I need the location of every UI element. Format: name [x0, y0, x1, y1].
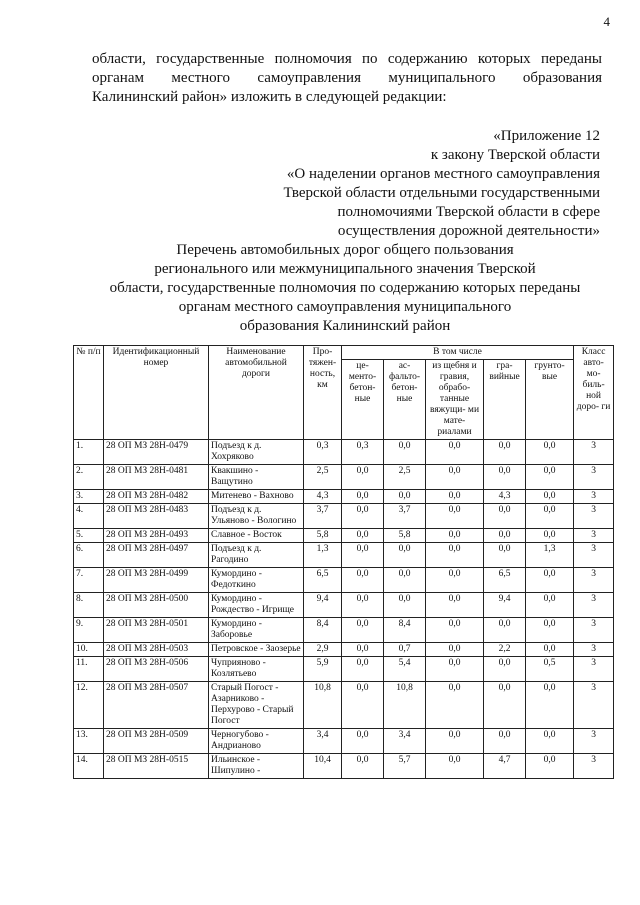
cell-gravel-treated: 0,0	[426, 440, 484, 465]
table-row	[74, 568, 614, 593]
cell-asphalt: 2,5	[384, 465, 426, 490]
header-gravel: гра- вийные	[484, 360, 526, 440]
cell-concrete: 0,0	[342, 529, 384, 543]
cell-concrete: 0,0	[342, 593, 384, 618]
table-row	[74, 543, 614, 568]
cell-gravel: 0,0	[484, 529, 526, 543]
cell-num: 14.	[74, 754, 104, 779]
cell-road-name: Кумордино - Федоткино	[209, 568, 304, 593]
page-number: 4	[603, 14, 610, 29]
cell-length: 3,4	[304, 729, 342, 754]
cell-class: 3	[574, 657, 614, 682]
cell-num: 9.	[74, 618, 104, 643]
cell-concrete: 0,0	[342, 754, 384, 779]
cell-length: 4,3	[304, 490, 342, 504]
cell-class: 3	[574, 465, 614, 490]
cell-concrete: 0,0	[342, 490, 384, 504]
table-row	[74, 682, 614, 729]
cell-num: 4.	[74, 504, 104, 529]
cell-ground: 0,0	[526, 754, 574, 779]
cell-road-name: Ильинское - Шипулино -	[209, 754, 304, 779]
cell-concrete: 0,0	[342, 568, 384, 593]
cell-gravel: 0,0	[484, 618, 526, 643]
cell-length: 8,4	[304, 618, 342, 643]
appendix-line-2: к закону Тверской области	[430, 147, 600, 163]
cell-class: 3	[574, 618, 614, 643]
header-including: В том числе	[342, 346, 574, 360]
cell-length: 5,9	[304, 657, 342, 682]
document-title	[90, 241, 600, 336]
cell-gravel: 0,0	[484, 504, 526, 529]
cell-ground: 0,0	[526, 618, 574, 643]
appendix-line-4: Тверской области отдельными государственными	[283, 185, 600, 201]
cell-ground: 0,0	[526, 682, 574, 729]
cell-id: 28 ОП МЗ 28Н-0481	[104, 465, 209, 490]
cell-gravel-treated: 0,0	[426, 618, 484, 643]
cell-length: 2,5	[304, 465, 342, 490]
header-asphalt: ас- фальто- бетон- ные	[384, 360, 426, 440]
cell-num: 5.	[74, 529, 104, 543]
cell-gravel-treated: 0,0	[426, 682, 484, 729]
cell-gravel: 2,2	[484, 643, 526, 657]
cell-ground: 0,0	[526, 643, 574, 657]
cell-gravel-treated: 0,0	[426, 657, 484, 682]
table-row	[74, 643, 614, 657]
cell-ground: 0,0	[526, 465, 574, 490]
cell-concrete: 0,0	[342, 643, 384, 657]
cell-length: 5,8	[304, 529, 342, 543]
cell-road-name: Петровское - Заозерье	[209, 643, 304, 657]
cell-ground: 0,0	[526, 568, 574, 593]
cell-road-name: Подъезд к д. Рагодино	[209, 543, 304, 568]
cell-id: 28 ОП МЗ 28Н-0500	[104, 593, 209, 618]
appendix-line-1: «Приложение 12	[493, 128, 600, 144]
intro-line-1: области, государственные полномочия по содержанию которых переданы	[92, 51, 602, 67]
cell-gravel-treated: 0,0	[426, 543, 484, 568]
cell-ground: 1,3	[526, 543, 574, 568]
cell-road-name: Митенево - Вахново	[209, 490, 304, 504]
cell-id: 28 ОП МЗ 28Н-0493	[104, 529, 209, 543]
table-row	[74, 657, 614, 682]
cell-gravel: 4,3	[484, 490, 526, 504]
cell-num: 3.	[74, 490, 104, 504]
cell-asphalt: 0,0	[384, 490, 426, 504]
cell-class: 3	[574, 593, 614, 618]
cell-id: 28 ОП МЗ 28Н-0482	[104, 490, 209, 504]
cell-class: 3	[574, 504, 614, 529]
cell-num: 13.	[74, 729, 104, 754]
header-name: Наименование автомобильной дороги	[209, 346, 304, 440]
table-row	[74, 729, 614, 754]
cell-class: 3	[574, 543, 614, 568]
table-row	[74, 490, 614, 504]
cell-gravel-treated: 0,0	[426, 568, 484, 593]
cell-class: 3	[574, 529, 614, 543]
cell-class: 3	[574, 643, 614, 657]
cell-num: 8.	[74, 593, 104, 618]
cell-gravel: 0,0	[484, 682, 526, 729]
cell-gravel: 0,0	[484, 465, 526, 490]
cell-length: 0,3	[304, 440, 342, 465]
cell-road-name: Кумордино - Рождество - Игрище	[209, 593, 304, 618]
cell-id: 28 ОП МЗ 28Н-0506	[104, 657, 209, 682]
cell-length: 10,4	[304, 754, 342, 779]
cell-road-name: Кумордино - Заборовье	[209, 618, 304, 643]
cell-asphalt: 3,7	[384, 504, 426, 529]
intro-line-3: Калининский район» изложить в следующей редакции:	[92, 89, 447, 105]
cell-length: 2,9	[304, 643, 342, 657]
cell-length: 10,8	[304, 682, 342, 729]
cell-gravel: 0,0	[484, 729, 526, 754]
title-line-3: области, государственные полномочия по содержанию которых переданы	[109, 280, 581, 296]
cell-road-name: Старый Погост - Азарниково - Перхурово - Старый Погост	[209, 682, 304, 729]
cell-road-name: Подъезд к д. Ульяново - Вологино	[209, 504, 304, 529]
cell-ground: 0,0	[526, 504, 574, 529]
cell-gravel-treated: 0,0	[426, 593, 484, 618]
cell-gravel-treated: 0,0	[426, 529, 484, 543]
cell-gravel-treated: 0,0	[426, 504, 484, 529]
cell-gravel-treated: 0,0	[426, 729, 484, 754]
cell-concrete: 0,0	[342, 682, 384, 729]
title-line-4: органам местного самоуправления муниципального	[178, 299, 512, 315]
cell-id: 28 ОП МЗ 28Н-0497	[104, 543, 209, 568]
cell-num: 7.	[74, 568, 104, 593]
cell-length: 9,4	[304, 593, 342, 618]
cell-asphalt: 5,7	[384, 754, 426, 779]
cell-id: 28 ОП МЗ 28Н-0483	[104, 504, 209, 529]
cell-num: 11.	[74, 657, 104, 682]
appendix-line-5: полномочиями Тверской области в сфере	[337, 204, 600, 220]
cell-road-name: Подъезд к д. Хохряково	[209, 440, 304, 465]
table-row	[74, 593, 614, 618]
cell-gravel: 0,0	[484, 543, 526, 568]
cell-gravel: 6,5	[484, 568, 526, 593]
cell-gravel: 0,0	[484, 657, 526, 682]
roads-table	[73, 345, 614, 779]
header-length: Про- тяжен- ность, км	[304, 346, 342, 440]
cell-ground: 0,0	[526, 729, 574, 754]
cell-concrete: 0,3	[342, 440, 384, 465]
cell-road-name: Черногубово - Андрианово	[209, 729, 304, 754]
intro-paragraph	[92, 50, 602, 107]
cell-class: 3	[574, 490, 614, 504]
cell-gravel-treated: 0,0	[426, 754, 484, 779]
cell-concrete: 0,0	[342, 465, 384, 490]
cell-num: 2.	[74, 465, 104, 490]
table-row	[74, 529, 614, 543]
cell-asphalt: 0,7	[384, 643, 426, 657]
cell-ground: 0,0	[526, 529, 574, 543]
cell-ground: 0,0	[526, 440, 574, 465]
header-concrete: це- менто- бетон- ные	[342, 360, 384, 440]
table-row	[74, 504, 614, 529]
cell-length: 3,7	[304, 504, 342, 529]
title-line-1: Перечень автомобильных дорог общего пользования	[176, 242, 514, 258]
title-line-2: регионального или межмуниципального значения Тверской	[154, 261, 536, 277]
cell-asphalt: 3,4	[384, 729, 426, 754]
cell-concrete: 0,0	[342, 657, 384, 682]
cell-length: 6,5	[304, 568, 342, 593]
cell-id: 28 ОП МЗ 28Н-0503	[104, 643, 209, 657]
header-class: Класс авто- мо- биль- ной доро- ги	[574, 346, 614, 440]
cell-asphalt: 0,0	[384, 568, 426, 593]
cell-gravel: 9,4	[484, 593, 526, 618]
header-gravel-treated: из щебня и гравия, обрабо- танные вяжущи- ми мате- риалами	[426, 360, 484, 440]
cell-gravel: 4,7	[484, 754, 526, 779]
header-id: Идентификационный номер	[104, 346, 209, 440]
cell-concrete: 0,0	[342, 543, 384, 568]
table-row	[74, 754, 614, 779]
cell-asphalt: 0,0	[384, 543, 426, 568]
cell-num: 1.	[74, 440, 104, 465]
header-num: № п/п	[74, 346, 104, 440]
cell-id: 28 ОП МЗ 28Н-0515	[104, 754, 209, 779]
cell-id: 28 ОП МЗ 28Н-0509	[104, 729, 209, 754]
cell-concrete: 0,0	[342, 729, 384, 754]
cell-id: 28 ОП МЗ 28Н-0499	[104, 568, 209, 593]
cell-length: 1,3	[304, 543, 342, 568]
cell-road-name: Славное - Восток	[209, 529, 304, 543]
cell-id: 28 ОП МЗ 28Н-0507	[104, 682, 209, 729]
cell-num: 6.	[74, 543, 104, 568]
appendix-heading	[240, 127, 600, 241]
cell-concrete: 0,0	[342, 618, 384, 643]
intro-line-2: органам местного самоуправления муниципального образования	[92, 70, 602, 86]
cell-ground: 0,0	[526, 490, 574, 504]
cell-num: 12.	[74, 682, 104, 729]
cell-class: 3	[574, 754, 614, 779]
appendix-line-3: «О наделении органов местного самоуправления	[286, 166, 600, 182]
table-row	[74, 465, 614, 490]
cell-asphalt: 10,8	[384, 682, 426, 729]
cell-asphalt: 5,8	[384, 529, 426, 543]
cell-id: 28 ОП МЗ 28Н-0479	[104, 440, 209, 465]
cell-class: 3	[574, 729, 614, 754]
header-ground: грунто- вые	[526, 360, 574, 440]
cell-class: 3	[574, 440, 614, 465]
cell-gravel: 0,0	[484, 440, 526, 465]
table-row	[74, 440, 614, 465]
cell-gravel-treated: 0,0	[426, 643, 484, 657]
cell-id: 28 ОП МЗ 28Н-0501	[104, 618, 209, 643]
table-row	[74, 618, 614, 643]
cell-concrete: 0,0	[342, 504, 384, 529]
cell-class: 3	[574, 682, 614, 729]
cell-road-name: Квакшино - Ващутино	[209, 465, 304, 490]
cell-num: 10.	[74, 643, 104, 657]
cell-asphalt: 0,0	[384, 593, 426, 618]
cell-road-name: Чуприяново - Козлятьево	[209, 657, 304, 682]
cell-ground: 0,5	[526, 657, 574, 682]
cell-gravel-treated: 0,0	[426, 490, 484, 504]
appendix-line-6: осуществления дорожной деятельности»	[337, 223, 600, 239]
cell-asphalt: 0,0	[384, 440, 426, 465]
cell-class: 3	[574, 568, 614, 593]
title-line-5: образования Калининский район	[239, 318, 451, 334]
cell-gravel-treated: 0,0	[426, 465, 484, 490]
cell-ground: 0,0	[526, 593, 574, 618]
cell-asphalt: 5,4	[384, 657, 426, 682]
cell-asphalt: 8,4	[384, 618, 426, 643]
